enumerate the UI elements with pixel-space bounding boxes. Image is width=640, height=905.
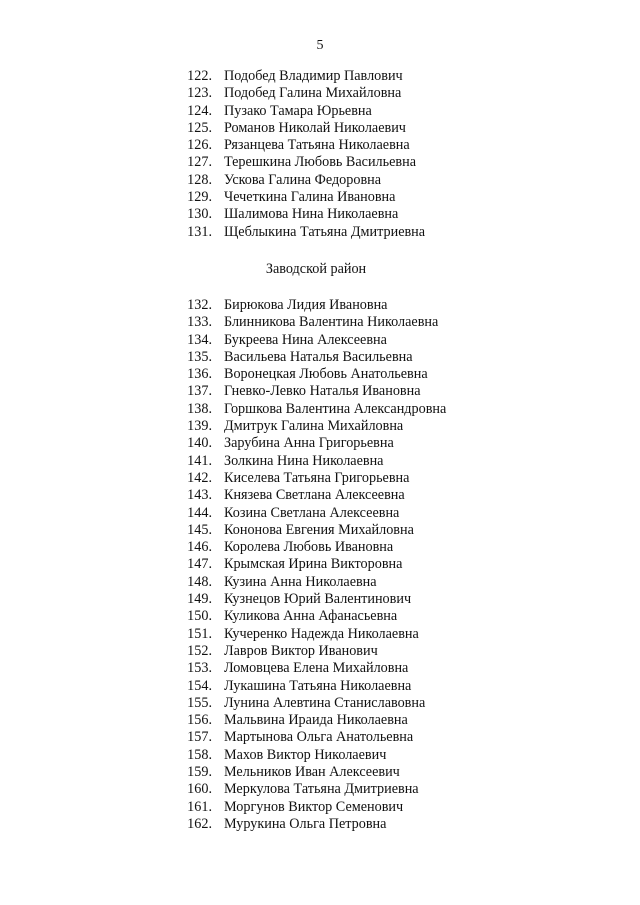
list-item-number: 149. bbox=[187, 591, 212, 608]
list-item-number: 125. bbox=[187, 119, 212, 136]
list-item bbox=[0, 608, 640, 625]
list-item bbox=[0, 401, 640, 418]
list-item bbox=[0, 799, 640, 816]
list-item-number: 158. bbox=[187, 746, 212, 763]
list-item-name: Королева Любовь Ивановна bbox=[224, 539, 394, 556]
page-number: 5 bbox=[316, 38, 324, 53]
list-item-name: Кучеренко Надежда Николаевна bbox=[224, 625, 419, 642]
list-item bbox=[0, 224, 640, 241]
list-item-number: 126. bbox=[187, 137, 212, 154]
list-item-number: 153. bbox=[187, 660, 212, 677]
list-item-number: 129. bbox=[187, 189, 212, 206]
list-item-name: Васильева Наталья Васильевна bbox=[224, 348, 413, 365]
list-item bbox=[0, 816, 640, 833]
list-item-name: Подобед Галина Михайловна bbox=[224, 85, 402, 102]
list-item-name: Романов Николай Николаевич bbox=[224, 119, 406, 136]
list-item bbox=[0, 764, 640, 781]
list-item-number: 132. bbox=[187, 297, 212, 313]
list-item-name: Мельников Иван Алексеевич bbox=[224, 764, 400, 781]
list-item bbox=[0, 747, 640, 764]
list-item-number: 123. bbox=[187, 85, 212, 102]
list-item-number: 128. bbox=[187, 171, 212, 188]
list-item-number: 140. bbox=[187, 435, 212, 452]
name-list-previous-section bbox=[0, 68, 640, 241]
list-item-number: 146. bbox=[187, 539, 212, 556]
list-item-name: Ломовцева Елена Михайловна bbox=[224, 660, 409, 677]
list-item-name: Кузнецов Юрий Валентинович bbox=[224, 591, 412, 608]
list-item-number: 131. bbox=[187, 223, 212, 240]
list-item-number: 134. bbox=[187, 331, 212, 348]
list-item-name: Дмитрук Галина Михайловна bbox=[224, 418, 404, 435]
list-item bbox=[0, 626, 640, 643]
list-item bbox=[0, 712, 640, 729]
list-item-number: 156. bbox=[187, 712, 212, 729]
list-item bbox=[0, 137, 640, 154]
list-item bbox=[0, 349, 640, 366]
list-item-name: Воронецкая Любовь Анатольевна bbox=[224, 366, 428, 383]
list-item bbox=[0, 695, 640, 712]
list-item-number: 138. bbox=[187, 400, 212, 417]
list-item-number: 137. bbox=[187, 383, 212, 400]
list-item-name: Терешкина Любовь Васильевна bbox=[224, 154, 416, 171]
list-item bbox=[0, 487, 640, 504]
list-item-name: Махов Виктор Николаевич bbox=[224, 746, 387, 763]
list-item-name: Мальвина Ираида Николаевна bbox=[224, 712, 408, 729]
list-item-name: Лукашина Татьяна Николаевна bbox=[224, 677, 412, 694]
list-item-name: Лунина Алевтина Станиславовна bbox=[224, 694, 426, 711]
list-item-number: 139. bbox=[187, 418, 212, 435]
list-item-name: Куликова Анна Афанасьевна bbox=[224, 608, 398, 625]
list-item bbox=[0, 505, 640, 522]
list-item bbox=[0, 539, 640, 556]
list-item bbox=[0, 556, 640, 573]
list-item bbox=[0, 332, 640, 349]
list-item-name: Киселева Татьяна Григорьевна bbox=[224, 469, 410, 486]
list-item-name: Князева Светлана Алексеевна bbox=[224, 487, 405, 504]
list-item-number: 122. bbox=[187, 68, 212, 84]
list-item bbox=[0, 729, 640, 746]
list-item-name: Пузако Тамара Юрьевна bbox=[224, 102, 372, 119]
list-item bbox=[0, 314, 640, 331]
list-item-name: Рязанцева Татьяна Николаевна bbox=[224, 137, 410, 154]
list-item-number: 157. bbox=[187, 729, 212, 746]
list-item bbox=[0, 85, 640, 102]
list-item-number: 150. bbox=[187, 608, 212, 625]
list-item bbox=[0, 660, 640, 677]
list-item bbox=[0, 206, 640, 223]
list-item bbox=[0, 574, 640, 591]
list-item-number: 133. bbox=[187, 314, 212, 331]
list-item bbox=[0, 172, 640, 189]
list-item bbox=[0, 154, 640, 171]
list-item-number: 152. bbox=[187, 642, 212, 659]
list-item bbox=[0, 189, 640, 206]
list-item-name: Чечеткина Галина Ивановна bbox=[224, 189, 396, 206]
list-item bbox=[0, 435, 640, 452]
list-item bbox=[0, 522, 640, 539]
list-item-name: Гневко-Левко Наталья Ивановна bbox=[224, 383, 421, 400]
list-item-number: 135. bbox=[187, 348, 212, 365]
list-item-name: Бирюкова Лидия Ивановна bbox=[224, 297, 388, 313]
name-list-zavodskoy-district bbox=[0, 297, 640, 833]
list-item bbox=[0, 366, 640, 383]
list-item-name: Мартынова Ольга Анатольевна bbox=[224, 729, 414, 746]
list-item-number: 124. bbox=[187, 102, 212, 119]
list-item-name: Ускова Галина Федоровна bbox=[224, 171, 382, 188]
list-item-name: Блинникова Валентина Николаевна bbox=[224, 314, 439, 331]
list-item-number: 127. bbox=[187, 154, 212, 171]
list-item-name: Кузина Анна Николаевна bbox=[224, 573, 377, 590]
list-item-name: Зарубина Анна Григорьевна bbox=[224, 435, 394, 452]
list-item-number: 160. bbox=[187, 781, 212, 798]
list-item-number: 159. bbox=[187, 764, 212, 781]
list-item-name: Кононова Евгения Михайловна bbox=[224, 521, 414, 538]
list-item bbox=[0, 418, 640, 435]
list-item-name: Горшкова Валентина Александровна bbox=[224, 400, 447, 417]
list-item bbox=[0, 297, 640, 314]
list-item-name: Крымская Ирина Викторовна bbox=[224, 556, 403, 573]
list-item-number: 142. bbox=[187, 469, 212, 486]
list-item-number: 154. bbox=[187, 677, 212, 694]
list-item bbox=[0, 643, 640, 660]
list-item-number: 145. bbox=[187, 521, 212, 538]
list-item-name: Подобед Владимир Павлович bbox=[224, 68, 403, 84]
list-item-number: 130. bbox=[187, 206, 212, 223]
list-item-name: Меркулова Татьяна Дмитриевна bbox=[224, 781, 419, 798]
list-item bbox=[0, 678, 640, 695]
list-item-number: 161. bbox=[187, 798, 212, 815]
list-item bbox=[0, 103, 640, 120]
list-item bbox=[0, 68, 640, 85]
list-item-name: Моргунов Виктор Семенович bbox=[224, 798, 404, 815]
list-item-name: Щеблыкина Татьяна Дмитриевна bbox=[224, 223, 426, 240]
list-item-number: 143. bbox=[187, 487, 212, 504]
list-item bbox=[0, 781, 640, 798]
list-item bbox=[0, 120, 640, 137]
list-item-number: 148. bbox=[187, 573, 212, 590]
list-item-number: 136. bbox=[187, 366, 212, 383]
list-item-number: 147. bbox=[187, 556, 212, 573]
list-item bbox=[0, 383, 640, 400]
list-item-name: Лавров Виктор Иванович bbox=[224, 642, 378, 659]
list-item-number: 151. bbox=[187, 625, 212, 642]
list-item-number: 144. bbox=[187, 504, 212, 521]
list-item-number: 162. bbox=[187, 815, 212, 832]
list-item bbox=[0, 453, 640, 470]
list-item-name: Букреева Нина Алексеевна bbox=[224, 331, 387, 348]
list-item-number: 141. bbox=[187, 452, 212, 469]
list-item-name: Шалимова Нина Николаевна bbox=[224, 206, 399, 223]
list-item bbox=[0, 470, 640, 487]
section-heading: Заводской район bbox=[265, 261, 367, 277]
list-item bbox=[0, 591, 640, 608]
list-item-name: Мурукина Ольга Петровна bbox=[224, 815, 387, 832]
list-item-name: Козина Светлана Алексеевна bbox=[224, 504, 400, 521]
list-item-name: Золкина Нина Николаевна bbox=[224, 452, 384, 469]
list-item-number: 155. bbox=[187, 694, 212, 711]
